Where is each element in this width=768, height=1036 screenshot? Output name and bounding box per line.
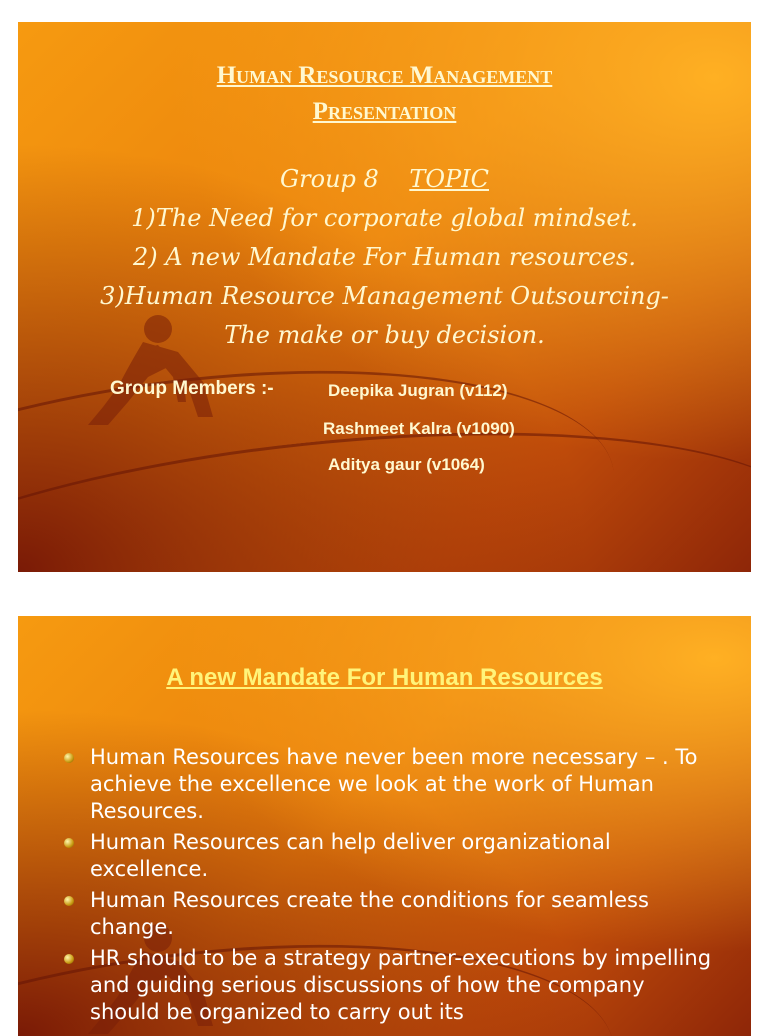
bullet-icon	[64, 896, 74, 906]
topic-item: The make or buy decision.	[224, 321, 545, 349]
bullet-text: Human Resources can help deliver organizational excellence.	[90, 830, 611, 881]
list-item	[62, 829, 712, 883]
bullet-text: Human Resources have never been more necessary – . To achieve the excellence we look at the work of Human Resources.	[90, 745, 698, 823]
list-item	[62, 744, 712, 825]
topic-item: 1)The Need for corporate global mindset.	[131, 204, 638, 232]
bullet-icon	[64, 954, 74, 964]
title-line-1: Human Resource Management	[216, 62, 553, 89]
bullet-icon	[64, 838, 74, 848]
group-topic-line	[18, 160, 751, 199]
slide-2	[18, 616, 751, 1036]
bullet-text: HR should to be a strategy partner-executions by impelling and guiding serious discussions of how the company should be organized to carry out its	[90, 946, 712, 1024]
bullet-list	[62, 744, 712, 1030]
bullet-text: Human Resources create the conditions for seamless change.	[90, 888, 649, 939]
topic-list	[18, 160, 751, 355]
topic-item: 2) A new Mandate For Human resources.	[133, 243, 636, 271]
bullet-icon	[64, 753, 74, 763]
list-item	[62, 887, 712, 941]
list-item	[62, 945, 712, 1026]
title-line-2: Presentation	[312, 98, 457, 125]
topic-item: 3)Human Resource Management Outsourcing-	[100, 282, 669, 310]
group-members-label: Group Members :-	[110, 378, 274, 399]
member-name: Deepika Jugran (v112)	[328, 381, 508, 400]
slide-title: A new Mandate For Human Resources	[166, 664, 603, 691]
group-label: Group 8	[279, 165, 379, 193]
topic-label: TOPIC	[409, 165, 489, 193]
member-name: Rashmeet Kalra (v1090)	[323, 419, 515, 438]
slide-title	[18, 58, 751, 130]
member-name: Aditya gaur (v1064)	[328, 455, 485, 474]
slide-1	[18, 22, 751, 572]
